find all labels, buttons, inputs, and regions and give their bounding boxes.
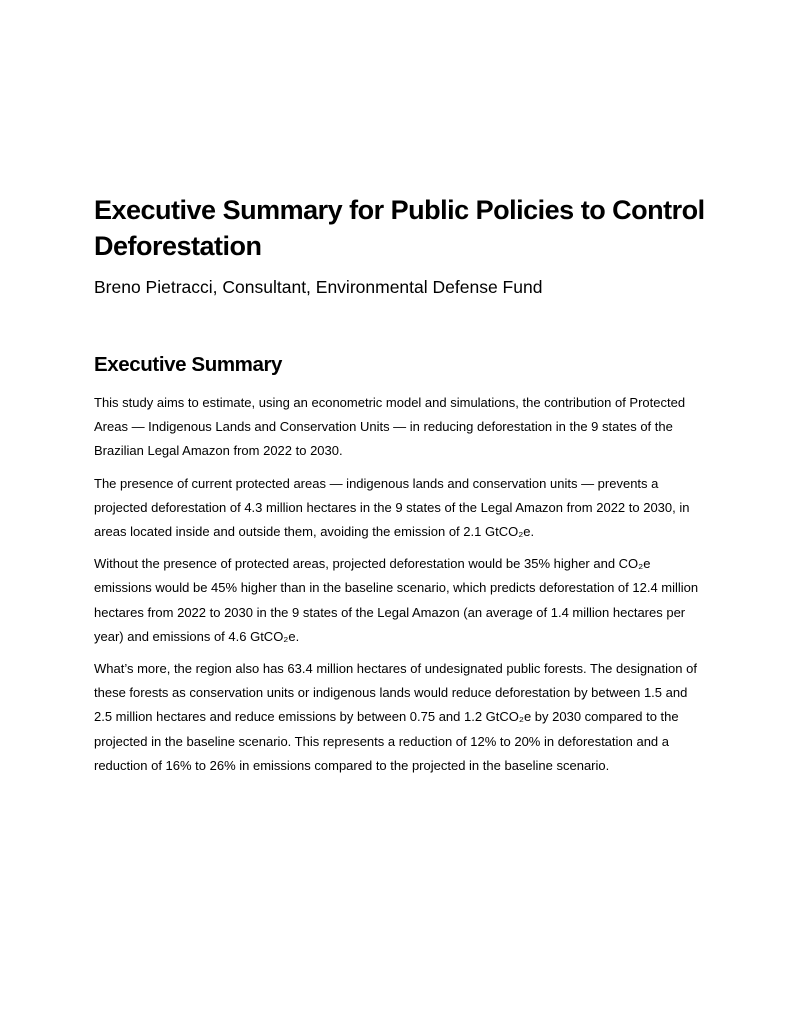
paragraph: This study aims to estimate, using an econometric model and simulations, the contribution of Protected Areas — Indigenous Lands and Conservation Units — in reducing deforestation in the 9 states of the Brazilian Legal Amazon from 2022 to 2030.	[94, 395, 686, 459]
summary-body	[94, 391, 706, 778]
document-title: Executive Summary for Public Policies to Control Deforestation	[94, 195, 705, 261]
document-content	[94, 192, 706, 786]
author-line: Breno Pietracci, Consultant, Environmental Defense Fund	[94, 277, 543, 297]
paragraph: Without the presence of protected areas, projected deforestation would be 35% higher and CO₂e emissions would be 45% higher than in the baseline scenario, which predicts deforestation of 12.4 million hectares from 2022 to 2030 in the 9 states of the Legal Amazon (an average of 1.4 million hectares per year) and emissions of 4.6 GtCO₂e.	[94, 556, 699, 644]
paragraph: The presence of current protected areas — indigenous lands and conservation units — prevents a projected deforestation of 4.3 million hectares in the 9 states of the Legal Amazon from 2022 to 2030, in areas located inside and outside them, avoiding the emission of 2.1 GtCO₂e.	[94, 475, 690, 540]
paragraph: What’s more, the region also has 63.4 million hectares of undesignated public forests. The designation of these forests as conservation units or indigenous lands would reduce deforestation by between 1.5 and 2.5 million hectares and reduce emissions by between 0.75 and 1.2 GtCO₂e by 2030 compared to the projected in the baseline scenario. This represents a reduction of 12% to 20% in deforestation and a reduction of 16% to 26% in emissions compared to the projected in the baseline scenario.	[94, 661, 697, 773]
section-heading: Executive Summary	[94, 353, 283, 376]
